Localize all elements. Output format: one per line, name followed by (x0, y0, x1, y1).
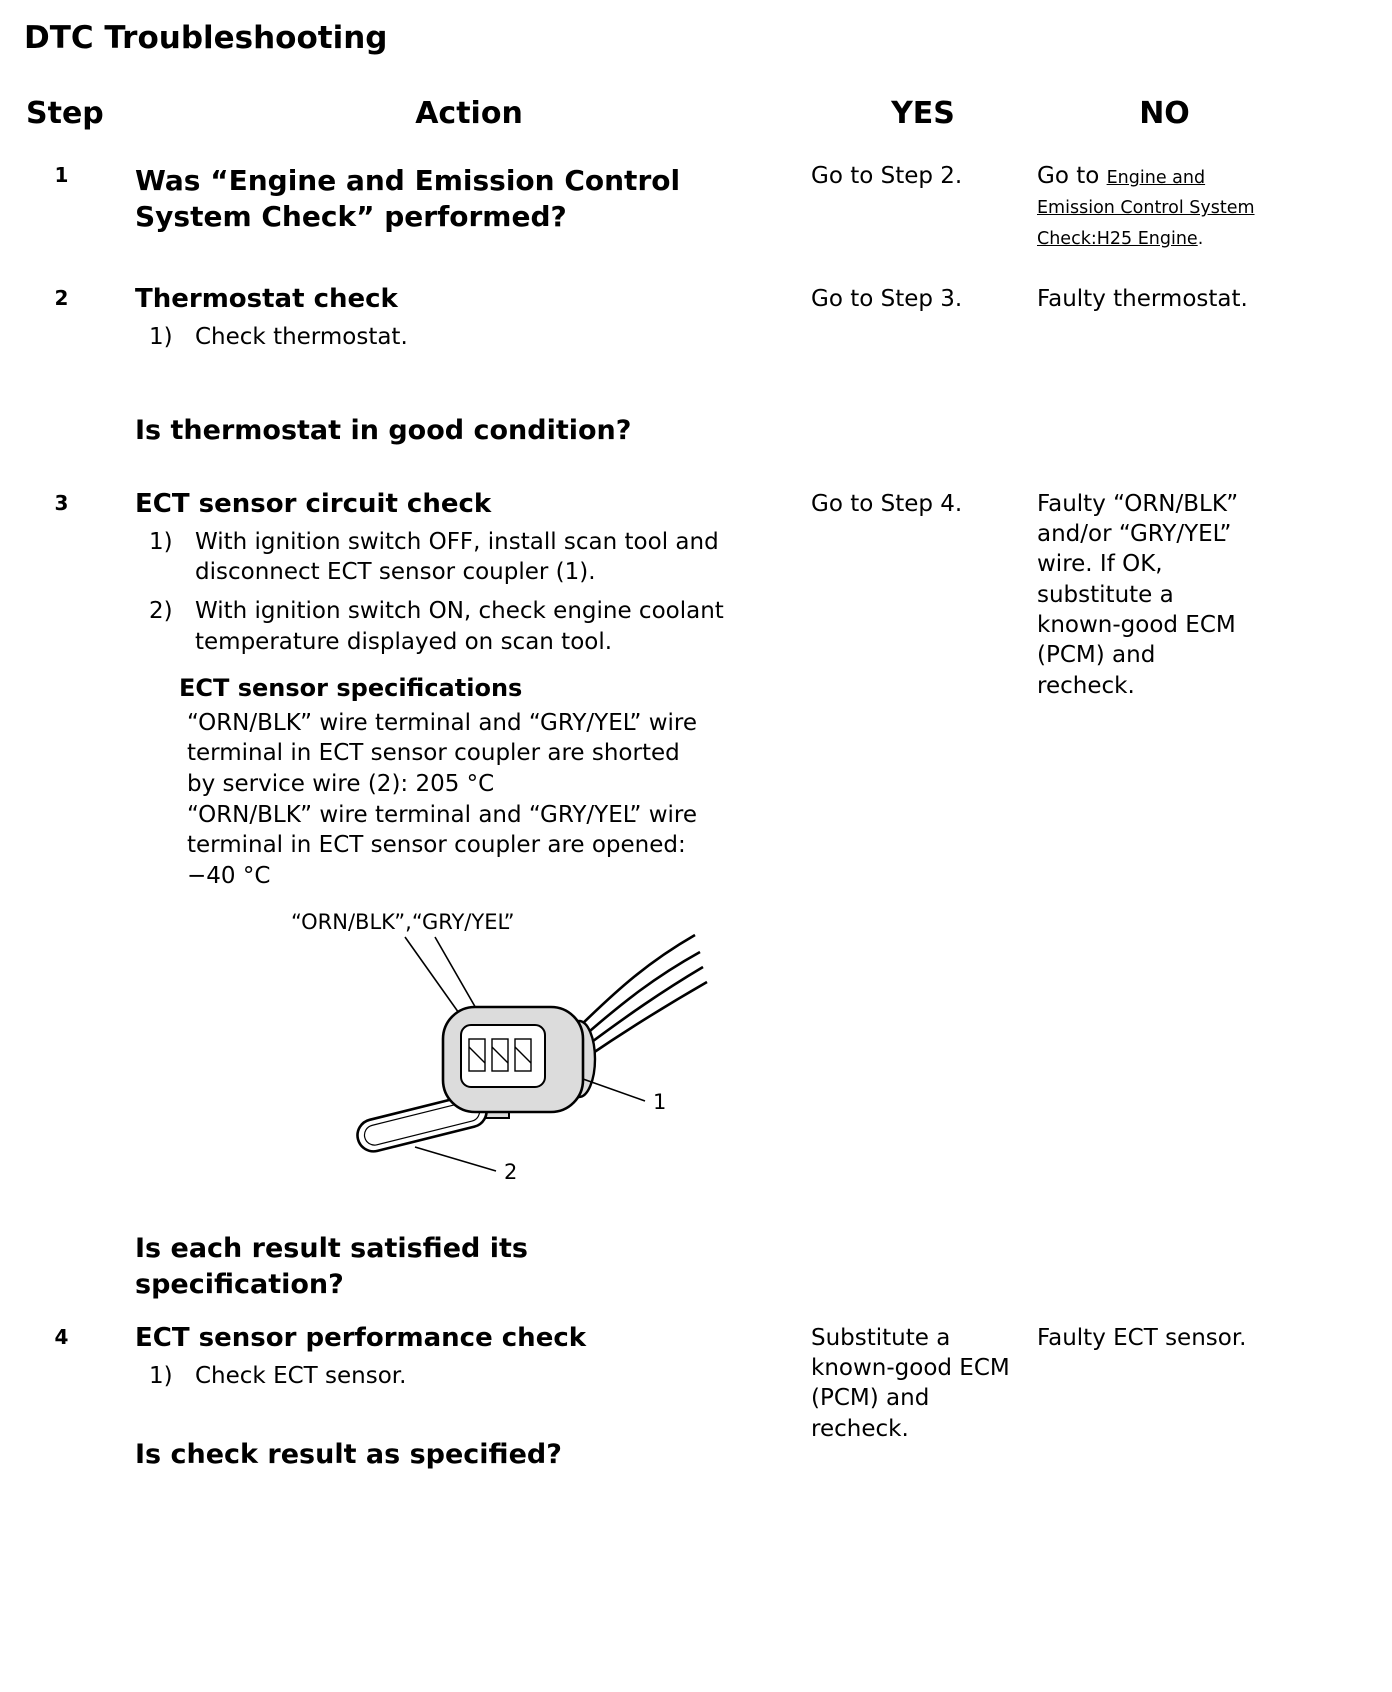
col-header-yes: YES (891, 96, 955, 131)
action-cell (129, 161, 809, 236)
figure-wire-label: “ORN/BLK”,“GRY/YEL” (291, 910, 515, 935)
no-cell (1037, 161, 1255, 252)
ect-sensor-coupler-figure (283, 907, 713, 1203)
action-title: Thermostat check (135, 284, 398, 315)
yes-cell: Substitute a known-good ECM (PCM) and recheck. (811, 1324, 1010, 1442)
step-number: 2 (54, 286, 69, 311)
item-number: 1) (149, 528, 173, 555)
spec-title: ECT sensor specifications (179, 673, 523, 702)
step-number: 4 (54, 1324, 69, 1349)
item-number: 2) (149, 598, 173, 625)
page-title: DTC Troubleshooting (24, 20, 388, 56)
spec-line: “ORN/BLK” wire terminal and “GRY/YEL” wire terminal in ECT sensor coupler are shorted by service wire (2): 205 °C (187, 709, 698, 797)
action-cell (129, 489, 809, 1303)
callout-2 (415, 1147, 517, 1184)
action-step-item (149, 527, 795, 589)
no-cell: Faulty “ORN/BLK” and/or “GRY/YEL” wire. If OK, substitute a known-good ECM (PCM) and recheck. (1037, 490, 1239, 699)
action-cell (129, 284, 809, 448)
action-title: ECT sensor performance check (135, 1322, 587, 1353)
no-cell: Faulty thermostat. (1037, 286, 1248, 313)
table-row (24, 1323, 1366, 1473)
table-row (24, 489, 1366, 1303)
col-header-action: Action (415, 96, 523, 131)
action-step-item (149, 1361, 795, 1392)
item-text: With ignition switch ON, check engine coolant temperature displayed on scan tool. (195, 598, 724, 655)
no-text-suffix: . (1197, 228, 1204, 249)
connector-body (443, 1007, 595, 1112)
item-number: 1) (149, 1362, 173, 1389)
no-text-prefix: Go to (1037, 163, 1107, 189)
table-header (24, 96, 1366, 131)
yes-cell: Go to Step 3. (811, 286, 963, 313)
yes-cell: Go to Step 2. (811, 163, 963, 189)
item-text: Check thermostat. (195, 324, 408, 351)
action-step-item (149, 322, 795, 353)
ect-sensor-coupler-drawing (283, 907, 713, 1199)
item-text: With ignition switch OFF, install scan tool and disconnect ECT sensor coupler (1). (195, 528, 719, 586)
action-question: Is thermostat in good condition? (135, 414, 632, 446)
wire-harness (579, 935, 707, 1057)
engine-check-link[interactable]: Engine and Emission Control System Check:H25 Engine (1037, 168, 1255, 249)
col-header-no: NO (1139, 96, 1190, 131)
table-row (24, 284, 1366, 448)
no-cell: Faulty ECT sensor. (1037, 1324, 1247, 1351)
step-number: 1 (54, 163, 69, 187)
col-header-step: Step (26, 96, 104, 131)
action-question: Is each result satisfied its specification? (135, 1233, 528, 1300)
step-number: 3 (54, 490, 69, 515)
action-question: Was “Engine and Emission Control System Check” performed? (135, 164, 681, 234)
spec-line: “ORN/BLK” wire terminal and “GRY/YEL” wire terminal in ECT sensor coupler are opened: −40 °C (187, 801, 698, 889)
svg-text:2: 2 (504, 1160, 518, 1185)
action-step-item (149, 596, 795, 658)
item-text: Check ECT sensor. (195, 1362, 407, 1389)
action-title: ECT sensor circuit check (135, 488, 492, 519)
action-question: Is check result as specified? (135, 1439, 562, 1471)
table-row (24, 161, 1366, 252)
action-cell (129, 1323, 809, 1473)
callout-1 (583, 1079, 666, 1114)
svg-text:1: 1 (653, 1090, 667, 1115)
item-number: 1) (149, 324, 173, 351)
yes-cell: Go to Step 4. (811, 490, 963, 517)
